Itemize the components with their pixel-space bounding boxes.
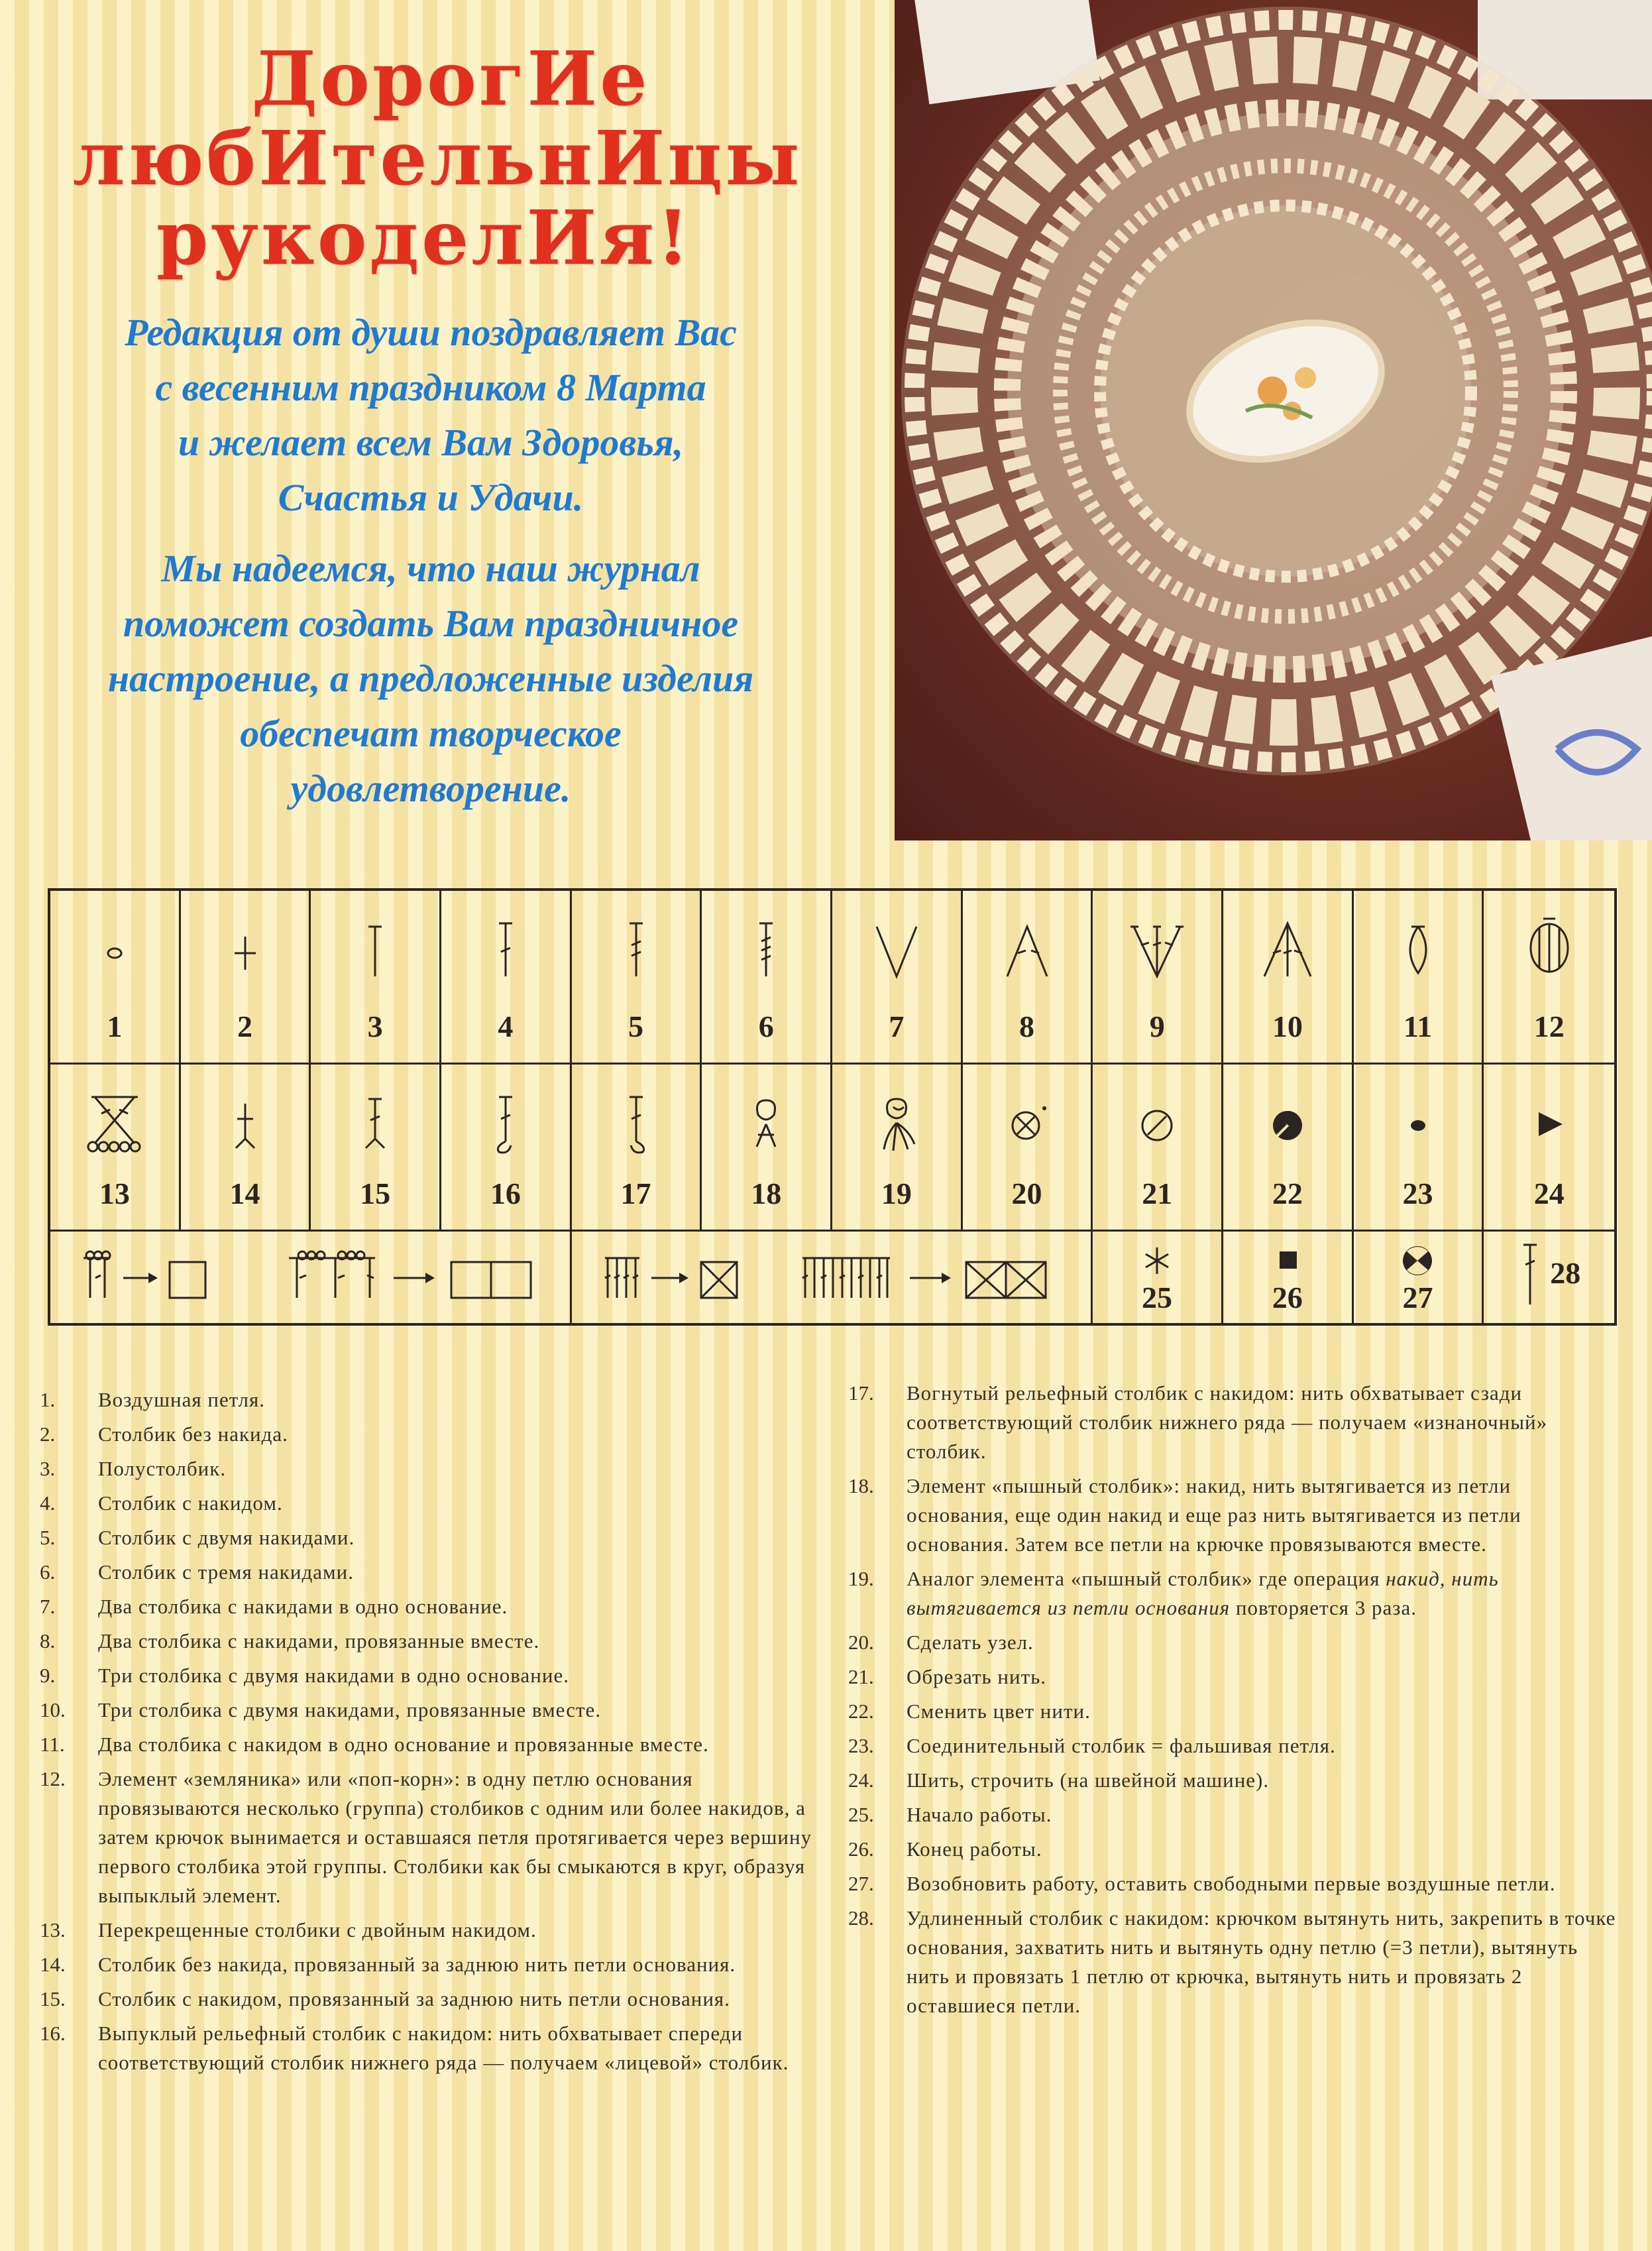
- legend-item: [40, 2019, 822, 2077]
- symbol-cell: [572, 891, 702, 1063]
- legend-item-number: 1.: [40, 1388, 56, 1411]
- fan-increase-icon: [1124, 907, 1190, 986]
- legend-item: [40, 1627, 822, 1656]
- symbol-cell: [1223, 891, 1354, 1063]
- start-asterisk-icon: [1137, 1241, 1177, 1281]
- legend-item-number: 16.: [40, 2022, 66, 2045]
- legend-item-number: 2.: [40, 1422, 56, 1446]
- legend-item: [848, 1800, 1617, 1829]
- symbol-cell: [1484, 1065, 1614, 1230]
- legend-item-text: Элемент «земляника» или «поп-корн»: в одну петлю основания провязываются несколько (группа) столбиков с одним или более накидов, а затем крючок вынимается и оставшаяся петля протягивается через вершину первого столбика этой группы. Столбики как бы смыкаются в круг, образуя выпыклый элемент.: [98, 1767, 812, 1907]
- decrease-icon: [994, 907, 1060, 986]
- legend-item: [40, 1696, 822, 1725]
- half-double-icon: [349, 907, 402, 986]
- legend-item-number: 5.: [40, 1526, 56, 1549]
- symbol-number: 7: [889, 1010, 905, 1043]
- legend-item-text: Элемент «пышный столбик»: накид, нить вытягивается из петли основания, еще один накид и еще раз нить вытягивается из петли основания. Затем все петли на крючке провязываются вместе.: [907, 1474, 1521, 1556]
- symbol-number: 19: [881, 1177, 912, 1210]
- legend-item-number: 4.: [40, 1491, 56, 1515]
- legend-item-number: 23.: [848, 1734, 874, 1757]
- legend-item: [40, 1385, 822, 1414]
- chain-to-square-legend: [50, 1232, 572, 1323]
- legend-item-number: 21.: [848, 1665, 874, 1688]
- legend-item: [848, 1472, 1617, 1559]
- legend-item: [848, 1697, 1617, 1726]
- legend-item-number: 13.: [40, 1918, 66, 1941]
- legend-item-text: Сделать узел.: [907, 1631, 1034, 1654]
- legend-item-text: [907, 1564, 1617, 1623]
- legend-item-text: Столбик с накидом.: [98, 1491, 283, 1515]
- legend-item: [40, 1730, 822, 1759]
- legend-item: [40, 1764, 822, 1910]
- legend-item-text: Два столбика с накидами в одно основание.: [98, 1595, 508, 1618]
- symbol-number: 2: [237, 1010, 252, 1043]
- title-line-2: любИтельнИцы: [72, 115, 802, 202]
- legend-item-number: 12.: [40, 1767, 66, 1790]
- symbol-number: 1: [107, 1010, 123, 1043]
- symbol-cell: [1223, 1232, 1354, 1323]
- legend-item: [40, 1916, 822, 1945]
- triple-puff-icon: [867, 1080, 926, 1160]
- legend-item-number: 26.: [848, 1837, 874, 1861]
- symbol-number: 14: [229, 1177, 260, 1210]
- greeting-line: Редакция от души поздравляет Вас: [125, 311, 737, 354]
- legend-item: [40, 1489, 822, 1518]
- symbol-number: 5: [628, 1010, 644, 1043]
- symbol-cell: [441, 891, 572, 1063]
- legend-left: [40, 1385, 822, 2083]
- legend-item-text: Выпуклый рельефный столбик с накидом: нить обхватывает спереди соответствующий столбик нижнего ряда — получаем «лицевой» столбик.: [98, 2022, 789, 2074]
- legend-item: [848, 1904, 1617, 2020]
- title-line-3: рукоделИя!: [156, 195, 692, 282]
- legend-item-text: Удлиненный столбик с накидом: крючком вытянуть нить, закрепить в точке основания, захватить нить и вытянуть одну петлю (=3 петли), вытянуть нить и провязать 1 петлю от крючка, вытянуть нить и провязать 2 оставшиеся петли.: [907, 1906, 1616, 2017]
- legend-item-text: Три столбика с двумя накидами, провязанные вместе.: [98, 1698, 602, 1721]
- symbol-number: 9: [1149, 1010, 1165, 1043]
- legend-item: [848, 1564, 1617, 1623]
- extended-dc-icon: [1510, 1238, 1550, 1311]
- legend-text-italic: накид, нить вытягивается из петли основания: [907, 1567, 1499, 1619]
- end-square-icon: [1268, 1241, 1307, 1281]
- back-post-icon: [610, 1080, 663, 1160]
- symbol-cell: [441, 1065, 572, 1230]
- symbol-cell: [963, 1065, 1093, 1230]
- symbol-number: 21: [1142, 1177, 1173, 1210]
- chain-square-icon: [64, 1245, 554, 1311]
- symbol-cell: [1093, 891, 1223, 1063]
- legend-item: [848, 1869, 1617, 1898]
- legend-item-text: Столбик без накида.: [98, 1422, 288, 1446]
- doily-photo: [895, 0, 1652, 840]
- legend-item-number: 20.: [848, 1631, 874, 1654]
- greeting-line: обеспечат творческое: [240, 712, 622, 755]
- legend-item-text: Начало работы.: [907, 1803, 1052, 1826]
- cross-square-icon: [585, 1245, 1075, 1311]
- symbol-cell: [311, 1065, 441, 1230]
- popcorn-icon: [1519, 907, 1579, 986]
- legend-item-number: 24.: [848, 1768, 874, 1792]
- legend-item-text: Полустолбик.: [98, 1457, 227, 1480]
- symbol-row: [50, 891, 1614, 1065]
- bobble-icon: [1392, 907, 1445, 986]
- symbol-cell: [572, 1065, 702, 1230]
- stitches-to-cross-legend: [572, 1232, 1093, 1323]
- v-stitch-icon: [863, 907, 930, 986]
- cut-thread-icon: [1130, 1080, 1184, 1160]
- symbol-number: 12: [1533, 1010, 1565, 1043]
- greeting-line: поможет создать Вам праздничное: [123, 602, 739, 645]
- symbol-number: 13: [99, 1177, 130, 1210]
- symbol-number: 15: [360, 1177, 391, 1210]
- symbol-number: 18: [751, 1177, 782, 1210]
- legend-item-text: Три столбика с двумя накидами в одно основание.: [98, 1664, 569, 1687]
- treble-crochet-icon: [610, 907, 663, 986]
- legend-item-text: Обрезать нить.: [907, 1665, 1047, 1688]
- symbol-number: 3: [367, 1010, 383, 1043]
- knot-icon: [1001, 1080, 1054, 1160]
- legend-item: [40, 1661, 822, 1690]
- legend-item-text: Шить, строчить (на швейной машине).: [907, 1768, 1270, 1792]
- legend-item: [40, 1985, 822, 2014]
- legend-item-number: 9.: [40, 1664, 56, 1687]
- legend-item: [40, 1592, 822, 1621]
- symbol-cell: [702, 1065, 832, 1230]
- legend-item-text: Перекрещенные столбики с двойным накидом.: [98, 1918, 537, 1941]
- symbol-cell: [181, 1065, 311, 1230]
- symbol-cell: [1484, 891, 1614, 1063]
- legend-text-part: повторяется 3 раза.: [1230, 1596, 1417, 1619]
- symbol-cell: [1093, 1232, 1223, 1323]
- legend-item-text: Сменить цвет нити.: [907, 1700, 1091, 1723]
- legend-item: [40, 1420, 822, 1449]
- single-crochet-icon: [219, 907, 272, 986]
- slip-stitch-icon: [1392, 1080, 1445, 1160]
- change-color-icon: [1261, 1080, 1314, 1160]
- legend-item: [40, 1454, 822, 1483]
- symbol-cell: [311, 891, 441, 1063]
- legend-item: [848, 1731, 1617, 1760]
- greeting-line: Мы надеемся, что наш журнал: [161, 547, 700, 590]
- symbol-number: 17: [620, 1177, 651, 1210]
- symbol-number: 4: [498, 1010, 514, 1043]
- greeting-line: Счастья и Удачи.: [278, 476, 584, 519]
- symbol-cell: [50, 891, 181, 1063]
- legend-item-text: Соединительный столбик = фальшивая петля.: [907, 1734, 1336, 1757]
- legend-item: [40, 1523, 822, 1552]
- legend-item: [848, 1628, 1617, 1657]
- legend-item-text: Столбик без накида, провязанный за заднюю нить петли основания.: [98, 1953, 736, 1976]
- back-loop-sc-icon: [219, 1080, 272, 1160]
- legend-item-text: Возобновить работу, оставить свободными первые воздушные петли.: [907, 1872, 1556, 1895]
- front-post-icon: [479, 1080, 532, 1160]
- legend-item-text: Два столбика с накидами, провязанные вместе.: [98, 1629, 540, 1652]
- symbol-cell: [1354, 891, 1484, 1063]
- page-title: [40, 36, 835, 282]
- legend-item-number: 8.: [40, 1629, 56, 1652]
- greeting-line: настроение, а предложенные изделия: [107, 657, 754, 700]
- title-line-1: ДорогИе: [251, 36, 650, 123]
- symbol-number: 23: [1402, 1177, 1433, 1210]
- greeting-line: удовлетворение.: [290, 767, 571, 810]
- symbol-number: 10: [1272, 1010, 1303, 1043]
- legend-item-text: Вогнутый рельефный столбик с накидом: нить обхватывает сзади соответствующий столбик нижнего ряда — получаем «изнаночный» столбик.: [907, 1381, 1548, 1463]
- symbol-number: 22: [1272, 1177, 1303, 1210]
- legend-item-number: 28.: [848, 1906, 874, 1930]
- symbol-number: 16: [490, 1177, 521, 1210]
- symbol-cell: [1223, 1065, 1354, 1230]
- symbol-number: 6: [758, 1010, 774, 1043]
- symbol-number: 27: [1402, 1281, 1433, 1314]
- symbol-number: 8: [1019, 1010, 1035, 1043]
- symbol-cell: [702, 891, 832, 1063]
- legend-item-text: Столбик с двумя накидами.: [98, 1526, 355, 1549]
- legend-item-text: Воздушная петля.: [98, 1388, 265, 1411]
- symbol-row: [50, 1232, 1614, 1323]
- legend-item-text: Столбик с накидом, провязанный за заднюю нить петли основания.: [98, 1987, 730, 2010]
- legend-item-number: 14.: [40, 1953, 66, 1976]
- greeting-line: и желает всем Вам Здоровья,: [178, 421, 684, 464]
- symbol-table: [48, 888, 1617, 1326]
- symbol-cell: [181, 891, 311, 1063]
- greeting-line: с весенним праздником 8 Марта: [155, 366, 706, 409]
- symbol-cell: [963, 891, 1093, 1063]
- sew-icon: [1523, 1080, 1576, 1160]
- cluster-icon: [1254, 907, 1321, 986]
- legend-item: [848, 1766, 1617, 1795]
- symbol-cell: [50, 1065, 181, 1230]
- symbol-row: [50, 1065, 1614, 1232]
- legend-item-number: 27.: [848, 1872, 874, 1895]
- symbol-number: 28: [1550, 1256, 1581, 1290]
- greeting-text: [46, 305, 815, 816]
- symbol-number: 25: [1142, 1281, 1173, 1314]
- puff-stitch-icon: [740, 1080, 793, 1160]
- symbol-number: 20: [1011, 1177, 1042, 1210]
- back-loop-dc-icon: [349, 1080, 402, 1160]
- legend-item-number: 6.: [40, 1560, 56, 1584]
- legend-item-number: 25.: [848, 1803, 874, 1826]
- symbol-number: 24: [1533, 1177, 1565, 1210]
- chain-stitch-icon: [88, 907, 141, 986]
- symbol-number: 26: [1272, 1281, 1303, 1314]
- crossed-stitch-icon: [78, 1080, 151, 1160]
- symbol-cell: [1093, 1065, 1223, 1230]
- legend-item-number: 7.: [40, 1595, 56, 1618]
- legend-item: [848, 1662, 1617, 1692]
- legend-item-number: 17.: [848, 1381, 874, 1405]
- symbol-cell: [1354, 1232, 1484, 1323]
- legend-item-text: Два столбика с накидом в одно основание и провязанные вместе.: [98, 1733, 709, 1756]
- legend-item: [40, 1950, 822, 1979]
- legend-item-number: 19.: [848, 1567, 874, 1590]
- legend-item-number: 22.: [848, 1700, 874, 1723]
- symbol-cell: [832, 891, 963, 1063]
- legend-item: [848, 1379, 1617, 1466]
- legend-item-number: 3.: [40, 1457, 56, 1480]
- legend-item-text: Конец работы.: [907, 1837, 1042, 1861]
- double-treble-icon: [740, 907, 793, 986]
- legend-item: [848, 1835, 1617, 1864]
- symbol-cell: [1354, 1065, 1484, 1230]
- legend-item-number: 18.: [848, 1474, 874, 1497]
- legend-right: [848, 1379, 1617, 2026]
- symbol-cell: [1484, 1232, 1614, 1323]
- legend-text-part: Аналог элемента «пышный столбик» где операция: [907, 1567, 1386, 1590]
- resume-work-icon: [1398, 1241, 1437, 1281]
- legend-item-number: 10.: [40, 1698, 66, 1721]
- symbol-number: 11: [1403, 1010, 1433, 1043]
- legend-item: [40, 1558, 822, 1587]
- double-crochet-icon: [479, 907, 532, 986]
- symbol-cell: [832, 1065, 963, 1230]
- legend-item-number: 15.: [40, 1987, 66, 2010]
- legend-item-number: 11.: [40, 1733, 65, 1756]
- legend-item-text: Столбик с тремя накидами.: [98, 1560, 354, 1584]
